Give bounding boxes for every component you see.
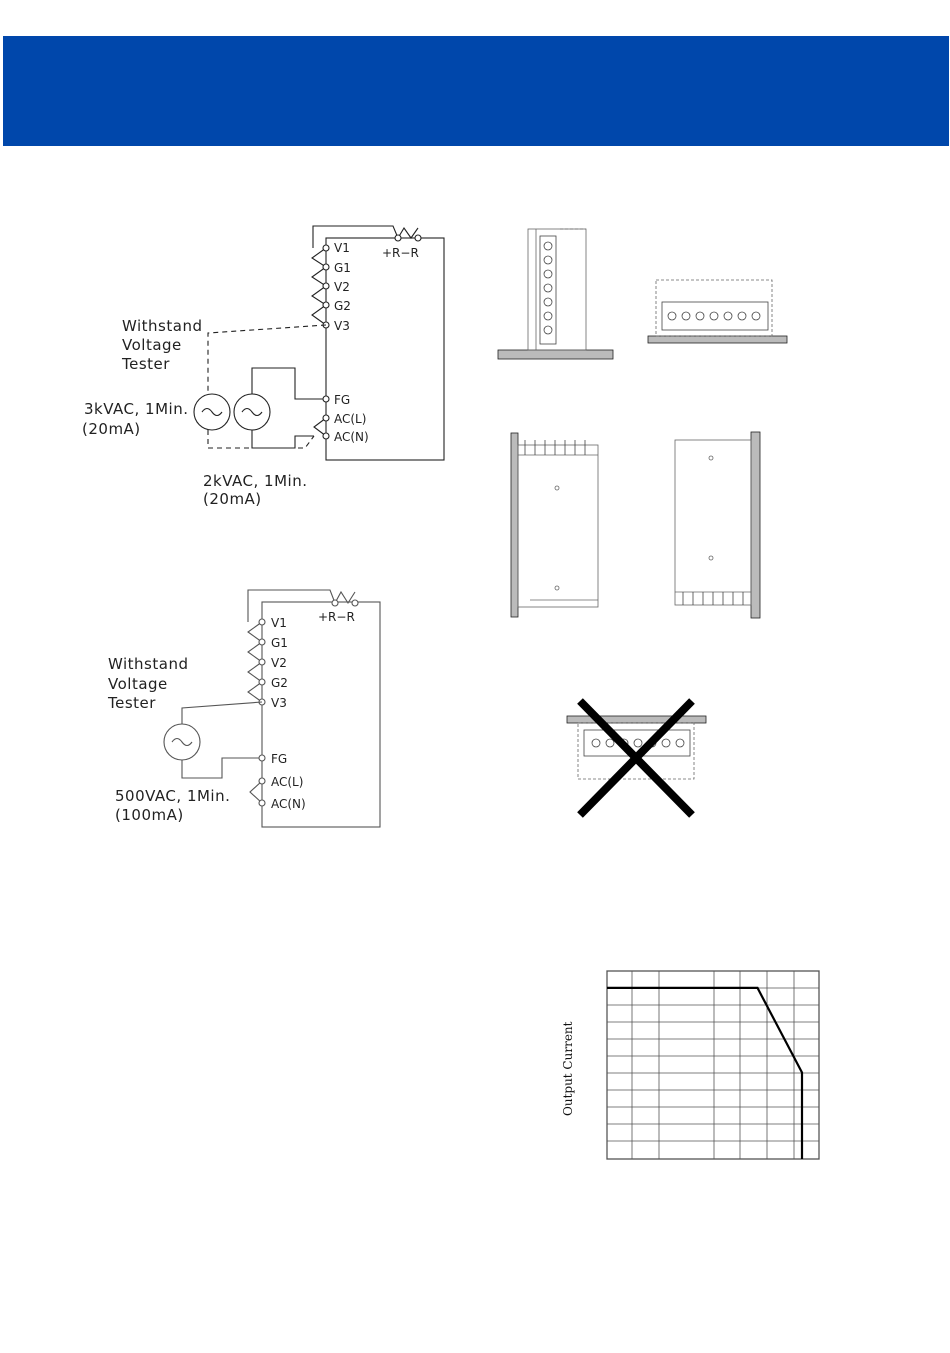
source1-label-2: (20mA) — [82, 420, 141, 438]
source3-label-2: (100mA) — [115, 806, 184, 824]
unit-wall-right-body — [675, 440, 751, 605]
label-fg-2: FG — [271, 752, 288, 766]
mount-inverted — [567, 716, 706, 779]
label-g2-2: G2 — [271, 676, 288, 690]
tester2-label-2: Voltage — [108, 675, 168, 693]
terminal-g2-2 — [259, 679, 265, 685]
tester-label-3: Tester — [122, 355, 170, 373]
ac-source-2kv-icon — [242, 409, 262, 416]
mount-surface-1 — [498, 350, 613, 359]
source1-label-1: 3kVAC, 1Min. — [84, 400, 189, 418]
mount-flat — [648, 280, 787, 343]
terminal-fg-2 — [259, 755, 265, 761]
tester-label-1: Withstand — [122, 317, 203, 335]
label-v2-2: V2 — [271, 656, 287, 670]
label-acl: AC(L) — [334, 412, 367, 426]
ac-short-zigzag-2 — [250, 781, 262, 803]
terminal-r-minus — [415, 235, 421, 241]
terminal-acl-2 — [259, 778, 265, 784]
terminal-g1 — [323, 264, 329, 270]
label-acn: AC(N) — [334, 430, 369, 444]
terminal-r-plus-2 — [332, 600, 338, 606]
source2-label-1: 2kVAC, 1Min. — [203, 472, 308, 490]
label-v1-2: V1 — [271, 616, 287, 630]
wiring-top-labels — [82, 241, 419, 508]
tester-label-2: Voltage — [122, 336, 182, 354]
label-fg: FG — [334, 393, 351, 407]
mount-wall-left — [511, 433, 598, 617]
label-g1-2: G1 — [271, 636, 288, 650]
terminal-acn — [323, 433, 329, 439]
terminal-v2 — [323, 283, 329, 289]
source-wire-fg-2 — [182, 758, 259, 778]
mount-wall-1 — [511, 433, 518, 617]
label-v3-2: V3 — [271, 696, 287, 710]
unit-upright-body — [528, 229, 586, 350]
chart-series-line — [607, 988, 802, 1159]
ac-source-500v-icon — [172, 739, 192, 746]
label-rr: +R−R — [382, 246, 419, 260]
chart-frame — [607, 971, 819, 1159]
unit-inverted-body — [578, 723, 694, 779]
label-g2: G2 — [334, 299, 351, 313]
source2-wire-fg — [252, 368, 323, 399]
terminal-g2 — [323, 302, 329, 308]
wiring-diagram-top — [194, 226, 444, 460]
terminal-g1-2 — [259, 639, 265, 645]
terminal-v1 — [323, 245, 329, 251]
terminal-acl — [323, 415, 329, 421]
mount-ceiling — [567, 716, 706, 723]
source2-label-2: (20mA) — [203, 490, 262, 508]
terminal-v2-2 — [259, 659, 265, 665]
label-acl-2: AC(L) — [271, 775, 304, 789]
tester-return-dashed — [208, 430, 314, 448]
terminal-r-minus-2 — [352, 600, 358, 606]
terminal-v1-2 — [259, 619, 265, 625]
label-acn-2: AC(N) — [271, 797, 306, 811]
mount-upright — [498, 229, 613, 359]
ac-source-3kv-icon — [202, 409, 222, 416]
terminal-fg — [323, 396, 329, 402]
mount-surface-2 — [648, 336, 787, 343]
label-v1: V1 — [334, 241, 350, 255]
unit-wall-left-body — [518, 445, 598, 607]
label-v2: V2 — [334, 280, 350, 294]
tester-wire-2 — [182, 702, 262, 724]
mount-wall-right — [675, 432, 760, 618]
terminal-acn-2 — [259, 800, 265, 806]
tester2-label-3: Tester — [108, 694, 156, 712]
tester2-label-1: Withstand — [108, 655, 189, 673]
tester-wire-dashed — [208, 325, 326, 395]
label-v3: V3 — [334, 319, 350, 333]
terminal-r-plus — [395, 235, 401, 241]
label-g1: G1 — [334, 261, 351, 275]
wiring-bottom-labels — [107, 610, 355, 824]
derating-chart — [607, 971, 819, 1159]
label-rr-2: +R−R — [318, 610, 355, 624]
chart-ylabel: Output Current — [561, 1021, 575, 1116]
source2-wire-ac — [252, 430, 314, 448]
source3-label-1: 500VAC, 1Min. — [115, 787, 231, 805]
unit-flat-body — [656, 280, 772, 336]
mount-wall-2 — [751, 432, 760, 618]
